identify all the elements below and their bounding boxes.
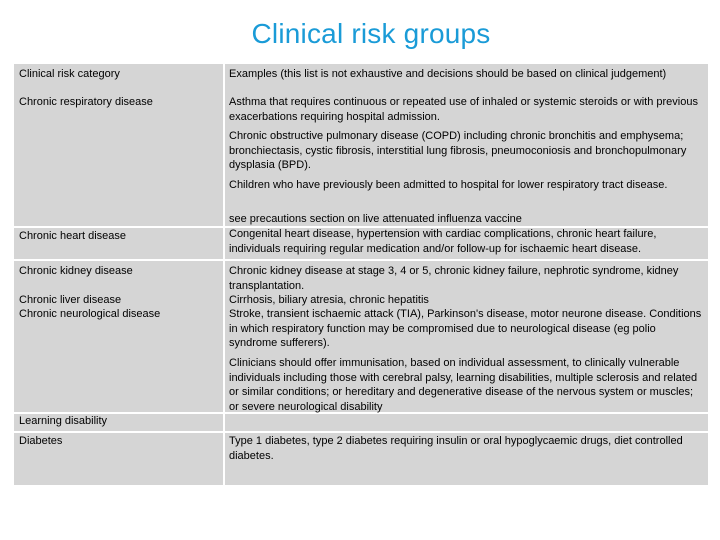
header-examples: Examples (this list is not exhaustive and decisions should be based on clinical judgement) (229, 68, 667, 80)
example-clinicians: Clinicians should offer immunisation, based on individual assessment, to clinically vulnerable individuals including those with cerebral palsy, learning disabilities, multiple sclerosis and related or similar conditions; or hereditary and degenerative disease of the nervous system or muscles; or severe neurological disability (229, 357, 698, 413)
category-neurological: Chronic neurological disease (19, 308, 161, 320)
example-precautions: see precautions section on live attenuated influenza vaccine (229, 213, 522, 225)
example-children: Children who have previously been admitted to hospital for lower respiratory tract disease. (229, 179, 668, 191)
category-liver: Chronic liver disease (19, 294, 122, 306)
example-asthma: Asthma that requires continuous or repeated use of inhaled or systemic steroids or with previous exacerbations requiring hospital admission. (229, 96, 698, 123)
row-divider (14, 259, 708, 261)
clinical-risk-table (14, 64, 708, 485)
example-kidney: Chronic kidney disease at stage 3, 4 or 5, chronic kidney failure, nephrotic syndrome, kidney transplantation. (229, 265, 679, 292)
page-title: Clinical risk groups (251, 18, 491, 49)
column-divider (223, 64, 225, 485)
example-heart: Congenital heart disease, hypertension with cardiac complications, chronic heart failure, individuals requiring regular medication and/or follow-up for ischaemic heart disease. (229, 228, 657, 255)
category-heart: Chronic heart disease (19, 230, 127, 242)
category-respiratory: Chronic respiratory disease (19, 96, 153, 108)
category-diabetes: Diabetes (19, 435, 63, 447)
row-divider (14, 431, 708, 433)
header-category: Clinical risk category (19, 68, 120, 80)
example-liver: Cirrhosis, biliary atresia, chronic hepatitis (229, 294, 429, 306)
category-learning: Learning disability (19, 415, 108, 427)
category-kidney: Chronic kidney disease (19, 265, 133, 277)
example-diabetes: Type 1 diabetes, type 2 diabetes requiring insulin or oral hypoglycaemic drugs, diet controlled diabetes. (229, 435, 683, 462)
example-copd: Chronic obstructive pulmonary disease (COPD) including chronic bronchitis and emphysema; bronchiectasis, cystic fibrosis, interstitial lung fibrosis, pneumoconiosis and bronchopulmonary dysplasia (BPD). (229, 130, 687, 172)
example-neurological: Stroke, transient ischaemic attack (TIA), Parkinson's disease, motor neurone disease. Conditions in which respiratory function may be compromised due to neurological disease (eg polio syndrome sufferers). (229, 308, 702, 350)
